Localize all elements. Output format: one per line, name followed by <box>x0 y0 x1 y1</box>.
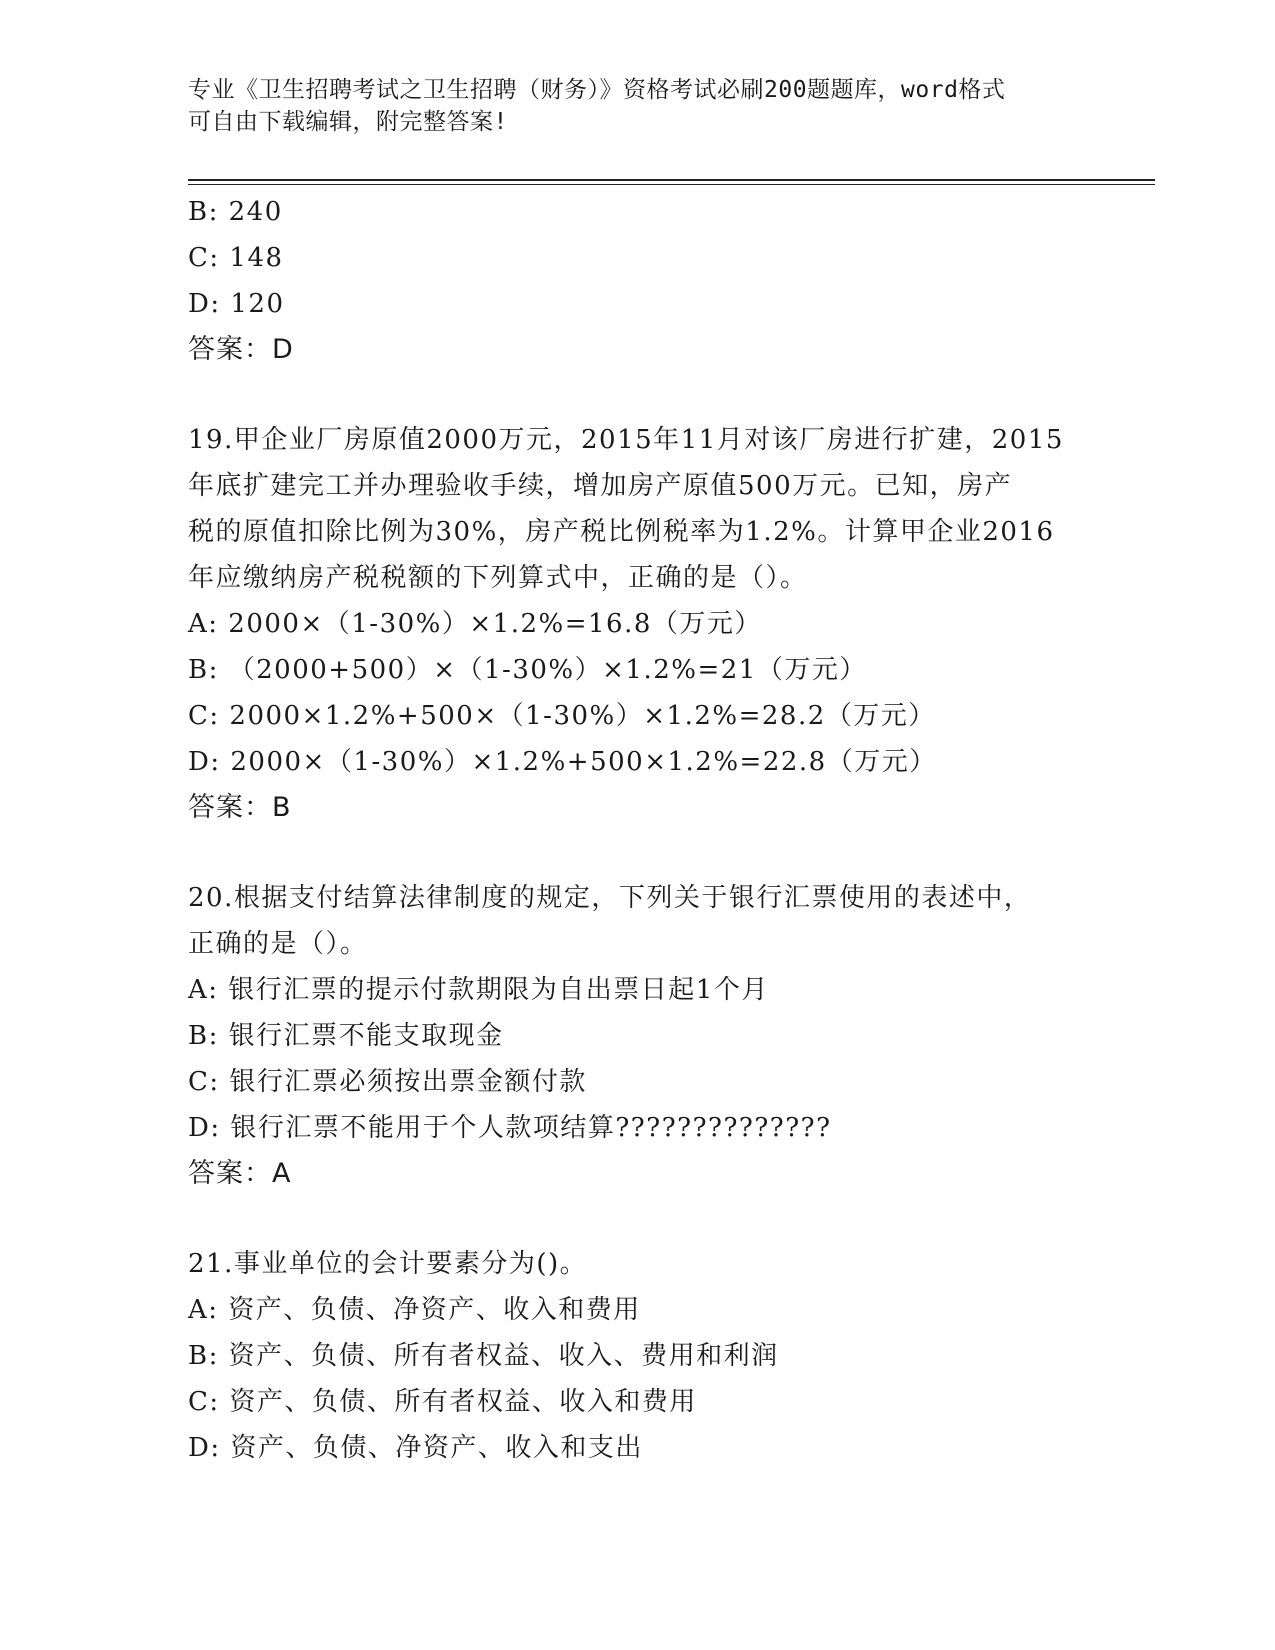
option-d: D: 银行汇票不能用于个人款项结算?????????????? <box>188 1113 832 1143</box>
spacer <box>188 373 1088 417</box>
question-20 <box>188 875 1088 1197</box>
option-c: C: 148 <box>188 243 284 273</box>
answer-line: 答案：B <box>188 792 292 823</box>
option-b: B: 银行汇票不能支取现金 <box>188 1021 504 1051</box>
spacer <box>188 831 1088 875</box>
document-header <box>188 74 1078 138</box>
option-c: C: 资产、负债、所有者权益、收入和费用 <box>188 1387 697 1417</box>
question-stem-line: 年底扩建完工并办理验收手续，增加房产原值500万元。已知，房产 <box>188 471 1013 501</box>
question-stem-line: 税的原值扣除比例为30%，房产税比例税率为1.2%。计算甲企业2016 <box>188 517 1055 547</box>
header-divider-thin <box>188 184 1155 185</box>
spacer <box>188 1197 1088 1241</box>
option-b: B: 资产、负债、所有者权益、收入、费用和利润 <box>188 1341 779 1371</box>
option-c: C: 2000×1.2%+500×（1-30%）×1.2%=28.2（万元） <box>188 701 936 731</box>
question-stem-line: 正确的是（）。 <box>188 929 368 959</box>
option-d: D: 120 <box>188 289 285 319</box>
answer-line: 答案：A <box>188 1158 292 1189</box>
option-d: D: 2000×（1-30%）×1.2%+500×1.2%=22.8（万元） <box>188 747 937 777</box>
answer-line: 答案：D <box>188 334 294 365</box>
question-stem-line: 年应缴纳房产税税额的下列算式中，正确的是（）。 <box>188 563 808 593</box>
question-stem-line: 20.根据支付结算法律制度的规定，下列关于银行汇票使用的表述中， <box>188 883 1032 913</box>
header-title-line-2: 可自由下载编辑，附完整答案! <box>188 109 508 135</box>
question-stem-line: 19.甲企业厂房原值2000万元，2015年11月对该厂房进行扩建，2015 <box>188 425 1064 455</box>
question-19 <box>188 417 1088 831</box>
question-stem-line: 21.事业单位的会计要素分为()。 <box>188 1249 588 1279</box>
option-c: C: 银行汇票必须按出票金额付款 <box>188 1067 587 1097</box>
header-divider-thick <box>188 179 1155 181</box>
header-title-line-1: 专业《卫生招聘考试之卫生招聘（财务）》资格考试必刷200题题库，word格式 <box>188 77 1006 103</box>
option-a: A: 资产、负债、净资产、收入和费用 <box>188 1295 641 1325</box>
option-b: B: 240 <box>188 197 283 227</box>
option-a: A: 2000×（1-30%）×1.2%=16.8（万元） <box>188 609 762 639</box>
question-21 <box>188 1241 1088 1471</box>
option-a: A: 银行汇票的提示付款期限为自出票日起1个月 <box>188 975 769 1005</box>
document-body <box>188 189 1088 1471</box>
option-d: D: 资产、负债、净资产、收入和支出 <box>188 1433 643 1463</box>
question-18-tail <box>188 189 1088 373</box>
option-b: B: （2000+500）×（1-30%）×1.2%=21（万元） <box>188 655 867 685</box>
